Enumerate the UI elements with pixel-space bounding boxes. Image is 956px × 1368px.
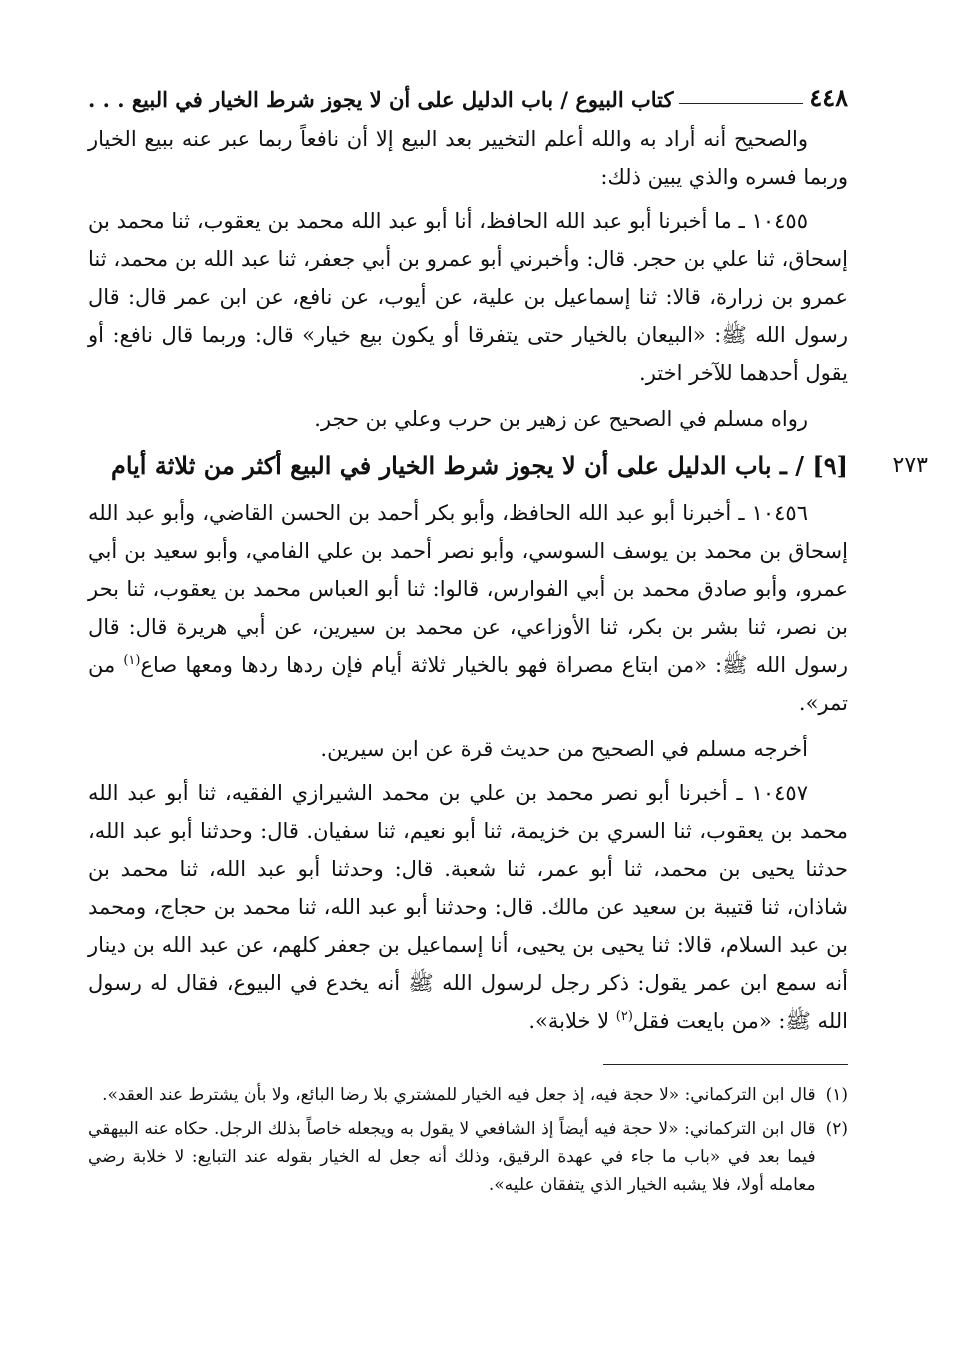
running-title: كتاب البيوع / باب الدليل على أن لا يجوز شرط الخيار في البيع . . . [88, 87, 674, 112]
footnote-2 [88, 1115, 848, 1199]
hadith-10456 [88, 494, 848, 722]
margin-number: ٢٧٣ [892, 453, 928, 478]
hadith-10457-text: ١٠٤٥٧ ـ أخبرنا أبو نصر محمد بن علي بن محمد الشيرازي الفقيه، ثنا أبو عبد الله محمد بن يعقوب، ثنا السري بن خزيمة، ثنا أبو نعيم، ثنا سفيان. قال: وحدثنا أبو عبد الله، حدثنا يحيى بن محمد، ثنا أبو عمر، ثنا شعبة. قال: وحدثنا أبو عبد الله، ثنا محمد بن شاذان، ثنا قتيبة بن سعيد عن مالك. قال: وحدثنا أبو عبد الله، ثنا محمد بن حجاج، ومحمد بن عبد السلام، قالا: ثنا يحيى بن يحيى، أنا إسماعيل بن جعفر كلهم، عن عبد الله بن دينار أنه سمع ابن عمر يقول: ذكر رجل لرسول الله ﷺ أنه يخدع في البيوع، فقال له رسول الله ﷺ: «من بايعت فقل [88, 781, 848, 1033]
footnote-number: (٢) [825, 1119, 848, 1139]
hadith-10457-ending: لا خلابة». [528, 1009, 616, 1033]
takhrij-10455: رواه مسلم في الصحيح عن زهير بن حرب وعلي بن حجر. [314, 407, 808, 431]
book-page [88, 72, 928, 1205]
page-number: ٤٤٨ [809, 83, 848, 112]
hadith-10455: ١٠٤٥٥ ـ ما أخبرنا أبو عبد الله الحافظ، أنا أبو عبد الله محمد بن يعقوب، ثنا محمد بن إسحاق، ثنا علي بن حجر. قال: وأخبرني أبو عمرو بن أبي جعفر، ثنا عبد الله بن محمد، ثنا عمرو بن زرارة، قالا: ثنا إسماعيل بن علية، عن أيوب، عن نافع، عن ابن عمر قال: قال رسول الله ﷺ: «البيعان بالخيار حتى يتفرقا أو يكون بيع خيار» قال: وربما قال نافع: أو يقول أحدهما للآخر اختر. [88, 209, 848, 385]
chapter-heading [88, 444, 928, 488]
takhrij-10456: أخرجه مسلم في الصحيح من حديث قرة عن ابن سيرين. [320, 737, 808, 761]
header-rule [679, 103, 803, 104]
chapter-title: [٩] / ـ باب الدليل على أن لا يجوز شرط الخيار في البيع أكثر من ثلاثة أيام [110, 451, 848, 480]
footnote-text: قال ابن التركماني: «لا حجة فيه أيضاً إذ الشافعي لا يقول به ويجعله خاصاً بذلك الرجل. حكاه عنه البيهقي فيما بعد في «باب ما جاء في عهدة الرقيق، وذلك أنه جعل له الخيار بقوله عند التبايع: لا خلابة رضي معامله أولا، فلا يشبه الخيار الذي يتفقان عليه». [88, 1119, 816, 1195]
footnotes [88, 1081, 848, 1199]
page-header [88, 72, 848, 112]
footnote-text: قال ابن التركماني: «لا حجة فيه، إذ جعل فيه الخيار للمشتري بلا رضا البائع، ولا بأن يشترط عند العقد». [102, 1085, 816, 1105]
footnote-1 [88, 1081, 848, 1109]
hadith-10456-ending: من تمر». [88, 653, 848, 715]
footnote-separator [603, 1064, 848, 1065]
hadith-10457 [88, 774, 848, 1040]
footnote-ref-1: (١) [123, 653, 141, 668]
footnote-number: (١) [825, 1085, 848, 1105]
intro-paragraph: والصحيح أنه أراد به والله أعلم التخيير بعد البيع إلا أن نافعاً ربما عبر عنه ببيع الخيار وربما فسره والذي يبين ذلك: [88, 127, 848, 189]
footnote-ref-2: (٢) [615, 1009, 633, 1024]
hadith-10456-text: ١٠٤٥٦ ـ أخبرنا أبو عبد الله الحافظ، وأبو بكر أحمد بن الحسن القاضي، وأبو عبد الله إسحاق بن محمد بن يوسف السوسي، وأبو نصر أحمد بن علي الفامي، وأبو سعيد بن أبي عمرو، وأبو صادق محمد بن أبي الفوارس، قالوا: ثنا أبو العباس محمد بن يعقوب، ثنا بحر بن نصر، ثنا بشر بن بكر، ثنا الأوزاعي، عن محمد بن سيرين، عن أبي هريرة قال: قال رسول الله ﷺ: «من ابتاع مصراة فهو بالخيار ثلاثة أيام فإن ردها ردها ومعها صاع [88, 501, 848, 677]
